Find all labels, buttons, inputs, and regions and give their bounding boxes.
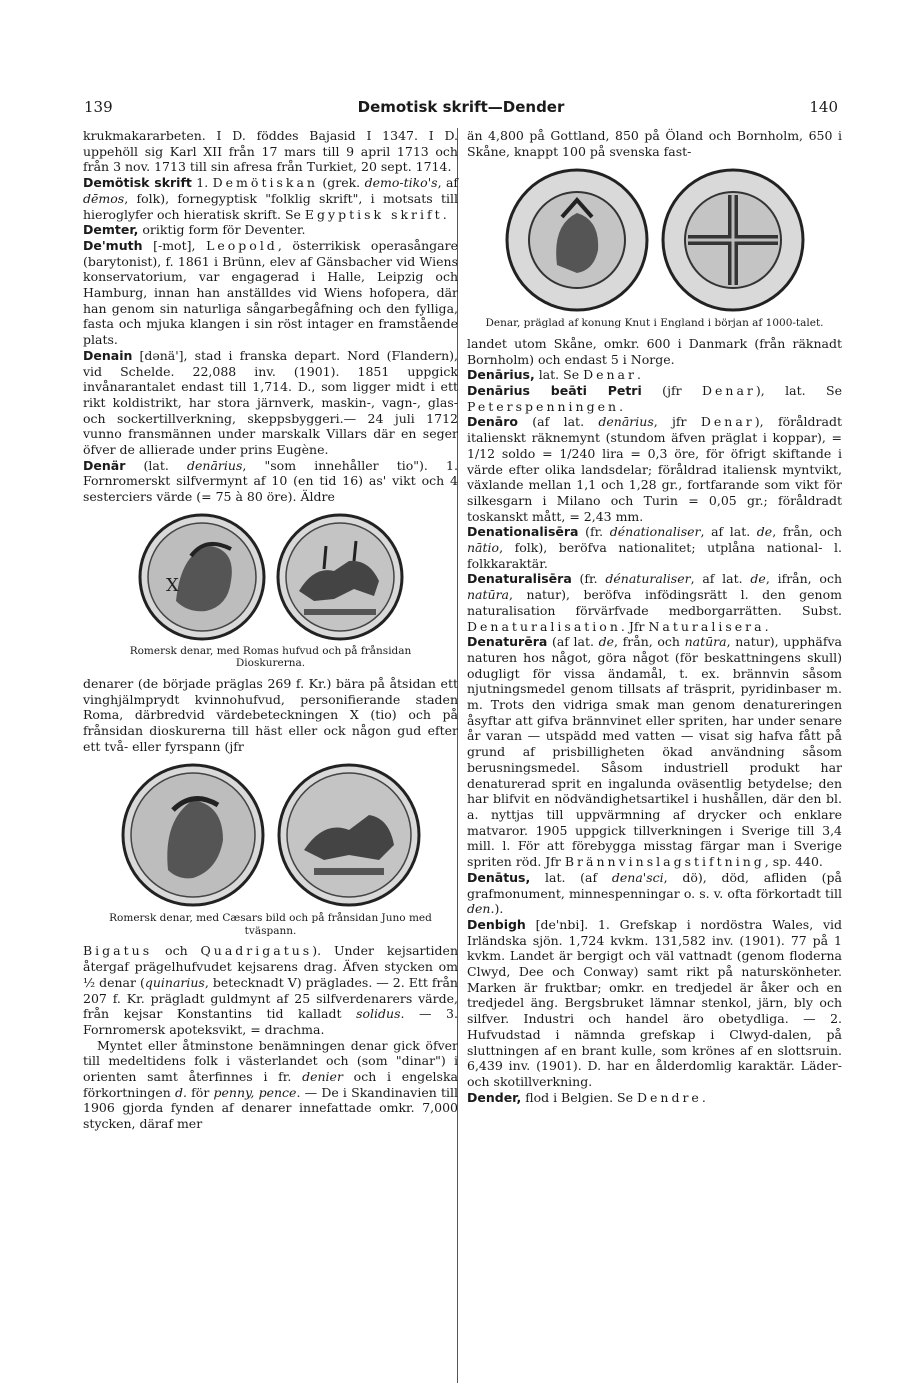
entry-denarius: Denārius, lat. Se Denar.: [467, 367, 641, 383]
entry-denbigh: Denbigh [de'nbi]. 1. Grefskap i nordöstra Wales, vid Irländska sjön. 1,724 kvkm. 131,582 inv. (1901). 77 på 1 kvkm. Landet är bergigt och väl vattnadt (genom floderna Clwyd, Dee och Conway) samt rikt på naturskönheter. Marken är fruktbar; omkr. en tredjedel är åker och en tredjedel äng. Bergsbruket lämnar stenkol, järn, bly och silfver. Industri och handel äro obetydliga. — 2. Hufvudstad i nämnda grefskap i Clwyd-dalen, på sluttningen af en brant kulle, som krönes af en slottsruin. 6,439 inv. (1901). D. har en ålderdomlig karaktär. Läder- och skotillverkning.: [467, 916, 842, 1089]
headword: Denārius beāti Petri: [467, 383, 642, 399]
right-column: [467, 128, 842, 1105]
left-column: [83, 128, 458, 1132]
entry-denaturera: Denaturēra (af lat. de, från, och natūra, natur), upphäfva naturen hos något, göra något (för beskattningens skull) odugligt för vissa ändamål, t. ex. brännvin såsom njutningsmedel genom tillsats af träsprit, pyridinbaser m. m. Trots den vidriga smak man genom denatureringen åsyftar att gifva brännvinet eller spriten, har under senare år varan — utspädd med vatten — visat sig hafva fått på grund af prisbilligheten ökad användning såsom berusningsmedel. Såsom industriell produkt har denaturerad sprit en ingalunda oväsentlig betydelse; den har blifvit en nödvändighetsartikel i hushållen, där den bl. a. nyttjas till uppvärmning af drycker och enklare matvaror. 1905 uppgick tillverkningen i Sverige till 3,4 mill. l. För att förebygga misstag färgar man i Sverige spriten röd. Jfr Brännvinslagstiftning, sp. 440.: [467, 634, 842, 870]
paragraph-continuation: krukmakararbeten. I D. föddes Bajasid I 1347. I D. uppehöll sig Karl XII från 17 mars till 9 april 1713 och från 3 nov. 1713 till sin afresa från Turkiet, 20 sept. 1714.: [83, 128, 458, 175]
page-number-left: 139: [84, 98, 113, 116]
page-number-right: 140: [809, 98, 838, 116]
entry-dender: Dender, flod i Belgien. Se Dendre.: [467, 1089, 706, 1105]
entry-denain: Denain [dənä'], stad i franska depart. Nord (Flandern), vid Schelde. 22,088 inv. (1901). 1851 uppgick invånarantalet endast till 1,714. D., som ligger midt i ett rikt koldistrikt, har stora järnverk, maskin-, vagn-, glas- och sockertillverkning, skeppsbyggeri.— 24 juli 1712 vunno fransmännen under marskalk Villars där en seger öfver de allierade under prins Eugène.: [83, 347, 458, 458]
figure-roma-denar: [83, 511, 458, 670]
figure-caption: Romersk denar, med Romas hufvud och på frånsidan Dioskurerna.: [129, 644, 412, 670]
headword: Denationalisēra: [467, 524, 579, 540]
figure-caesar-denar: [83, 760, 458, 937]
paragraph-continuation-2: landet utom Skåne, omkr. 600 i Danmark (från räknadt Bornholm) och endast 5 i Norge.: [467, 335, 842, 367]
svg-text:X: X: [165, 574, 179, 596]
figure-caption: Romersk denar, med Cæsars bild och på frånsidan Juno med tväspann.: [109, 912, 432, 937]
coin-cross-reverse-image: [658, 165, 808, 315]
headword: Denāro: [467, 414, 518, 430]
entry-denaturalisera: Denaturalisēra (fr. dénaturaliser, af lat. de, ifrån, och natūra, natur), beröfva infödingsrätt l. den genom naturalisation förvärfvade medborgarrätten. Subst. Denaturalisation. Jfr Naturalisera.: [467, 571, 843, 634]
coin-juno-reverse-image: [274, 760, 424, 910]
headword: De'muth: [83, 237, 143, 253]
entry-demotisk-skrift: Demötisk skrift 1. Demötiskan (grek. demo-tiko's, af dēmos, folk), fornegyptisk "folklig skrift", i motsats till hieroglyfer och hieratisk skrift. Se Egyptisk skrift.: [83, 175, 459, 222]
paragraph-continuation: än 4,800 på Gottland, 850 på Öland och Bornholm, 650 i Skåne, knappt 100 på svenska fast-: [467, 128, 842, 159]
coin-dioscuri-reverse-image: [274, 511, 406, 643]
entry-denarius-beati-petri: Denārius beāti Petri (jfr Denar), lat. Se Peterspenningen.: [467, 383, 842, 414]
headword: Denain: [83, 347, 133, 363]
entry-demter: Demter, oriktig form för Deventer.: [83, 222, 306, 238]
headword: Demter,: [83, 222, 139, 238]
coin-caesar-obverse-image: [118, 760, 268, 910]
running-title: Demotisk skrift—Dender: [357, 98, 565, 116]
headword: Denaturalisēra: [467, 571, 572, 587]
figure-caption: Denar, präglad af konung Knut i England i början af 1000-talet.: [485, 317, 824, 330]
headword: Dender,: [467, 1089, 522, 1105]
entry-denatus: Denātus, lat. (af dena'sci, dö), död, afliden (på grafmonument, minnespenningar o. s. v. ofta förkortadt till den.).: [467, 869, 842, 917]
entry-denationalisera: Denationalisēra (fr. dénationaliser, af lat. de, från, och nātio, folk), beröfva nationalitet; utplåna national- l. folkkaraktär.: [467, 524, 843, 571]
headword: Demötisk skrift: [83, 175, 192, 191]
page-header: [84, 98, 838, 122]
paragraph-bigatus: Bigatus och Quadrigatus). Under kejsartiden återgaf prägelhufvudet kejsarens drag. Äfven stycken om ½ denar (quinarius, betecknadt V) präglades. — 2. Ett från 207 f. Kr. prägladt guldmynt af 25 silfverdenarers värde, från kejsar Konstantins tid kalladt solidus. — 3. Fornromersk apoteksvikt, = drachma.: [83, 943, 459, 1037]
paragraph-denarer: denarer (de började präglas 269 f. Kr.) bära på åtsidan ett vinghjälmprydt kvinnohufvud, personifierande staden Roma, därbredvid värdebeteckningen X (tio) och på frånsidan dioskurerna till häst eller ock någon gud efter ett två- eller fyrspann (jfr: [83, 675, 458, 754]
headword: Denär: [83, 457, 126, 473]
paragraph-myntet: Myntet eller åtminstone benämningen denar gick öfver till medeltidens folk i västerlandet och (som "dinar") i orienten samt återfinnes i fr. denier och i engelska förkortningen d. för penny, pence. — De i Skandinavien till 1906 gjorda fynden af denarer innefattade omkr. 7,000 stycken, däraf mer: [83, 1037, 458, 1132]
entry-demuth: De'muth [-mot], Leopold, österrikisk operasångare (barytonist), f. 1861 i Brünn, elev af Gänsbacher vid Wiens konservatorium, var engagerad i Halle, Leipzig och Hamburg, innan han anställdes vid Wiens hofopera, där han genom sin naturliga sångarbegåfning och den fylliga, fasta och mjuka klangen i sin röst intager en framstående plats.: [83, 237, 458, 348]
headword: Denātus,: [467, 869, 531, 885]
coin-roma-obverse-image: [136, 511, 268, 643]
headword: Denārius,: [467, 367, 535, 383]
coin-knut-obverse-image: [502, 165, 652, 315]
headword: Denbigh: [467, 916, 526, 932]
entry-denar: Denär (lat. denārius, "som innehåller tio"). 1. Fornromerskt silfvermynt af 10 (en tid 16) as' vikt och 4 sesterciers värde (= 75 à 80 öre). Äldre: [83, 457, 458, 505]
headword: Denaturēra: [467, 634, 548, 650]
figure-knut-denar: [467, 165, 842, 330]
entry-denaro: Denāro (af lat. denārius, jfr Denar), föråldradt italienskt räknemynt (stundom äfven präglat i koppar), = 1/12 soldo = 1/240 lira = 0,3 öre, för öfrigt skiftande i värde efter olika landsdelar; föråldrad italiensk myntvikt, växlande mellan 1,1 och 1,28 gr., fortfarande som vikt för silkesgarn i Milano och Turin = 0,05 gr.; föråldradt toskanskt mått, = 2,43 mm.: [467, 414, 843, 524]
